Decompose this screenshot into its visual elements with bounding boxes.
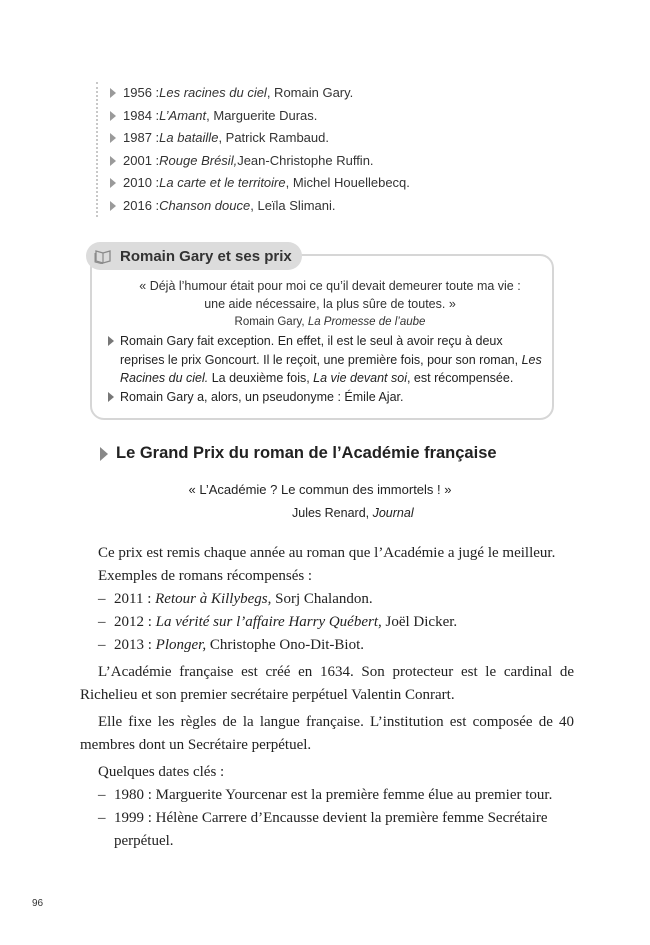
quote-line: « Déjà l’humour était pour moi ce qu’il devait demeurer toute ma vie : [139, 279, 521, 293]
example-title: Retour à Killybegs [155, 591, 268, 607]
item-title: La bataille [159, 130, 219, 145]
para-text: Romain Gary fait exception. En effet, il est le seul à avoir reçu à deux reprises le prix Goncourt. Il le reçoit, une première fois, pour son roman, [120, 334, 522, 367]
date-text: 1980 : Marguerite Yourcenar est la première femme élue au premier tour. [114, 787, 553, 803]
dash: – [98, 614, 106, 630]
body-text [80, 542, 574, 853]
example-author: , Sorj Chalandon. [267, 591, 373, 607]
paragraph: Elle fixe les règles de la langue française. L’institution est composée de 40 membres dont un Secrétaire perpétuel. [80, 714, 574, 753]
item-title: Rouge Brésil, [159, 152, 238, 168]
item-year: 1984 : [123, 107, 160, 123]
dash: – [98, 637, 106, 653]
box-quote [112, 277, 548, 331]
example-author: Christophe Ono-Dit-Biot. [206, 637, 365, 653]
triangle-bullet-icon [110, 156, 116, 166]
box-paragraph [108, 332, 548, 388]
heading-text: Le Grand Prix du roman de l’Académie française [116, 444, 497, 462]
item-author: Jean-Christophe Ruffin. [237, 152, 374, 168]
item-year: 2016 : [123, 197, 160, 213]
dash: – [98, 787, 106, 803]
item-author: , Patrick Rambaud. [218, 130, 329, 145]
example-item [80, 611, 574, 634]
award-list [96, 82, 570, 217]
book-icon [94, 248, 112, 264]
para-text: , est récompensée. [406, 371, 514, 385]
triangle-bullet-icon [100, 447, 108, 461]
triangle-bullet-icon [110, 88, 116, 98]
paragraph: L’Académie française est créé en 1634. Son protecteur est le cardinal de Richelieu et son premier secrétaire perpétuel Valentin Conrart. [80, 664, 574, 703]
para-text: La deuxième fois, [208, 371, 314, 385]
item-title: Les racines du ciel [159, 85, 267, 100]
quote-author: Jules Renard, [292, 506, 373, 520]
item-year: 2001 : [123, 152, 160, 168]
item-year: 1956 : [123, 85, 160, 100]
example-item [80, 588, 574, 611]
item-year: 2010 : [123, 175, 160, 190]
example-title: Plonger, [155, 637, 207, 653]
page-number: 96 [32, 898, 44, 909]
info-box-title: Romain Gary et ses prix [120, 247, 292, 265]
example-item [80, 634, 574, 657]
date-item [80, 784, 574, 807]
list-item [110, 150, 570, 173]
triangle-bullet-icon [110, 201, 116, 211]
example-title: La vérité sur l’affaire Harry Québert [155, 614, 379, 630]
triangle-bullet-icon [108, 392, 114, 402]
item-author: , Leïla Slimani. [250, 197, 336, 213]
item-title: L’Amant [159, 107, 207, 123]
item-title: La carte et le territoire [159, 175, 286, 190]
date-item [80, 807, 574, 853]
list-item [110, 172, 570, 195]
date-text: 1999 : Hélène Carrere d’Encausse devient la première femme Secrétaire perpétuel. [114, 810, 548, 849]
info-box-tab [86, 242, 302, 270]
example-year: 2011 : [114, 591, 156, 607]
triangle-bullet-icon [110, 133, 116, 143]
paragraph: Exemples de romans récompensés : [98, 568, 313, 584]
item-author: , Marguerite Duras. [206, 107, 318, 123]
para-title: La vie devant soi [313, 371, 407, 385]
quote-source [112, 313, 548, 331]
item-year: 1987 : [123, 130, 160, 145]
triangle-bullet-icon [108, 336, 114, 346]
item-title: Chanson douce [159, 197, 251, 213]
quote-line: une aide nécessaire, la plus sûre de toutes. » [204, 297, 456, 311]
triangle-bullet-icon [110, 111, 116, 121]
paragraph: Quelques dates clés : [98, 764, 225, 780]
box-paragraph [108, 388, 548, 407]
example-author: , Joël Dicker. [378, 614, 458, 630]
section-heading [100, 444, 497, 463]
quote-work: Journal [372, 506, 414, 520]
para-text: Romain Gary a, alors, un pseudonyme : Émile Ajar. [120, 390, 404, 404]
list-item [110, 82, 570, 105]
list-item [110, 105, 570, 128]
section-quote-source [292, 506, 414, 520]
list-item [110, 195, 570, 218]
section-quote: « L’Académie ? Le commun des immortels ! » [188, 482, 452, 497]
paragraph: Ce prix est remis chaque année au roman que l’Académie a jugé le meilleur. [98, 545, 556, 561]
example-year: 2012 : [114, 614, 156, 630]
example-year: 2013 : [114, 637, 156, 653]
dash: – [98, 810, 106, 826]
quote-author: Romain Gary, [234, 316, 308, 328]
item-author: , Michel Houellebecq. [285, 175, 410, 190]
quote-work: La Promesse de l’aube [307, 316, 426, 328]
item-author: , Romain Gary. [266, 85, 354, 100]
dash: – [98, 591, 106, 607]
list-item [110, 127, 570, 150]
para-title: Les Racines du ciel. [120, 352, 542, 385]
triangle-bullet-icon [110, 178, 116, 188]
